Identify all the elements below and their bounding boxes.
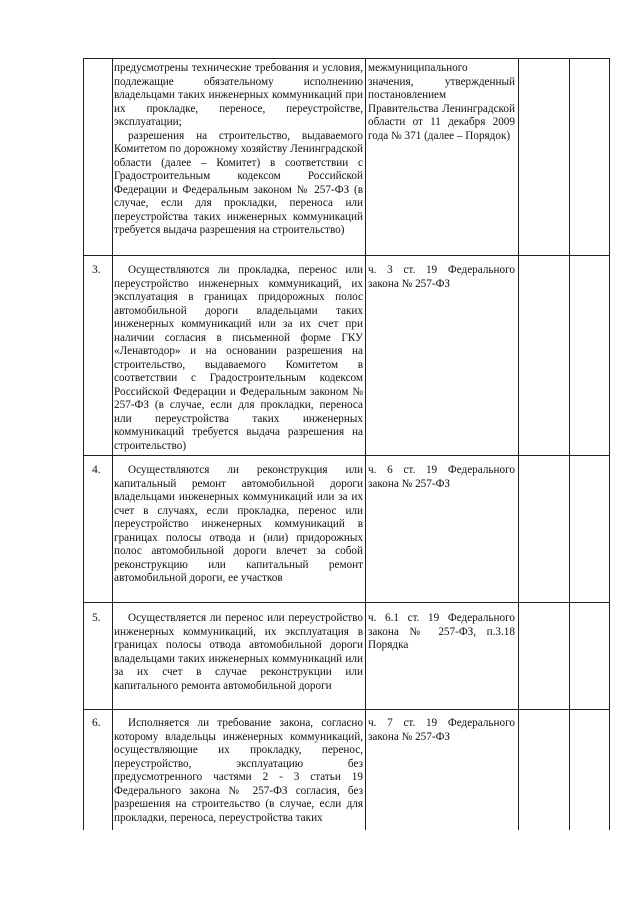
requirement-paragraph: Осуществляется ли перенос или переустройство инженерных коммуникаций, их эксплуатация в границах полосы отвода автомобильной дороги владельцами таких инженерных коммуникаций или за их счет в случае реконструкции или капитального ремонта автомобильной дороги [114,612,363,692]
legal-reference: ч. 7 ст. 19 Федерального закона № 257-ФЗ [368,717,515,743]
requirement-text [114,264,363,453]
table-border-top [83,58,609,59]
requirement-text [114,62,363,238]
column-separator [518,58,519,830]
legal-reference: ч. 6.1 ст. 19 Федерального закона № 257-ФЗ, п.3.18 Порядка [368,612,515,651]
table-border-right [609,58,610,830]
legal-reference: ч. 3 ст. 19 Федерального закона № 257-ФЗ [368,264,515,290]
legal-reference: ч. 6 ст. 19 Федерального закона № 257-ФЗ [368,464,515,490]
requirement-paragraph: Осуществляются ли реконструкция или капитальный ремонт автомобильной дороги владельцами инженерных коммуникаций или за их счет в случаях, если прокладка, перенос или переустройство инженерных коммуникаций в границах полосы отвода и (или) придорожных полос автомобильной дороги влечет за собой реконструкцию или капитальный ремонт автомобильной дороги, ее участков [114,464,363,584]
requirement-text [114,464,363,586]
requirement-paragraph: разрешения на строительство, выдаваемого Комитетом по дорожному хозяйству Ленинградской области (далее – Комитет) в соответствии с Градостроительным кодексом Российской Федерации и Федеральным законом № 257-ФЗ (в случае, если для прокладки, переноса или переустройства таких инженерных коммуникаций требуется выдача разрешения на строительство) [114,129,363,236]
row-separator [83,709,609,710]
row-number: 3. [92,264,101,276]
column-separator [112,58,113,830]
requirement-paragraph: Осуществляются ли прокладка, перенос или переустройство инженерных коммуникаций, их эксплуатация в границах придорожных полос автомобильной дороги владельцами таких инженерных коммуникаций или за их счет при наличии согласия в письменной форме ГКУ «Ленавтодор» и на основании разрешения на строительство, выдаваемого Комитетом в соответствии с Градостроительным кодексом Российской Федерации и Федеральным законом № 257-ФЗ (в случае, если для прокладки, переноса или переустройства таких инженерных коммуникаций требуется выдача разрешения на строительство) [114,264,363,452]
row-separator [83,602,609,603]
legal-reference: межмуниципального значения, утвержденный постановлением Правительства Ленинградской области от 11 декабря 2009 года № 371 (далее – Порядок) [368,62,515,142]
row-number: 6. [92,717,101,729]
requirement-text [114,612,363,693]
row-separator [83,455,609,456]
requirement-paragraph: предусмотрены технические требования и условия, подлежащие обязательному исполнению владельцами таких инженерных коммуникаций при их прокладке, переносе, переустройстве, эксплуатации; [114,62,363,128]
column-separator [569,58,570,830]
requirement-paragraph: Исполняется ли требование закона, согласно которому владельцы инженерных коммуникаций, осуществляющие их прокладку, перенос, переустройство, эксплуатацию без предусмотренного частями 2 - 3 статьи 19 Федерального закона № 257-ФЗ согласия, без разрешения на строительство (в случае, если для прокладки, переноса, переустройства таких [114,717,363,824]
row-separator [83,255,609,256]
requirement-text [114,717,363,825]
column-separator [365,58,366,830]
row-number: 5. [92,612,101,624]
row-number: 4. [92,464,101,476]
table-border-left [83,58,84,830]
